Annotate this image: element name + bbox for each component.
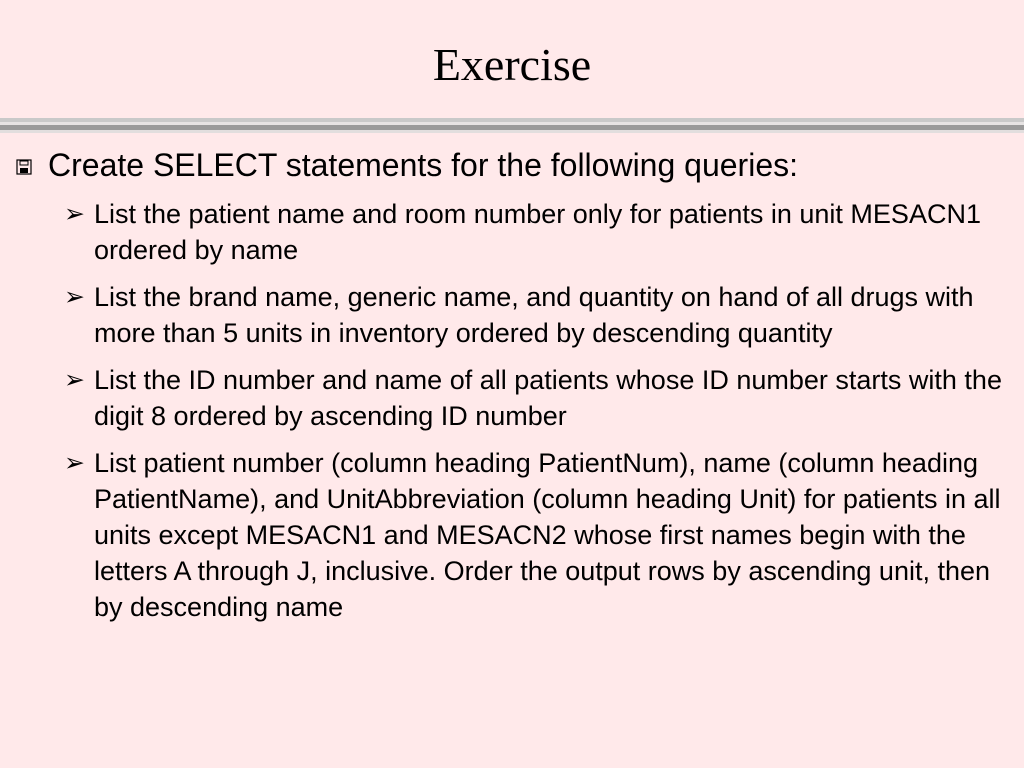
title-divider: [0, 118, 1024, 136]
arrow-bullet-icon: ➢: [64, 366, 85, 394]
list-item-text: List the ID number and name of all patients whose ID number starts with the digit 8 ordered by ascending ID number: [94, 365, 1002, 431]
sub-bullet-list: [64, 196, 1009, 636]
list-item: [64, 362, 1009, 434]
list-item-text: List patient number (column heading PatientNum), name (column heading PatientName), and UnitAbbreviation (column heading Unit) for patients in all units except MESACN1 and MESACN2 whose first names begin with the letters A through J, inclusive. Order the output rows by ascending unit, then by descending name: [94, 448, 1001, 622]
arrow-bullet-icon: ➢: [64, 283, 85, 311]
main-bullet: [12, 146, 1012, 184]
list-item-text: List the brand name, generic name, and quantity on hand of all drugs with more than 5 units in inventory ordered by descending quantity: [94, 282, 974, 348]
main-bullet-text: Create SELECT statements for the following queries:: [48, 147, 798, 183]
slide-title: Exercise: [432, 39, 592, 90]
list-item: [64, 445, 1009, 625]
list-item-text: List the patient name and room number only for patients in unit MESACN1 ordered by name: [94, 199, 981, 265]
disk-bullet-icon: [12, 146, 48, 180]
list-item: [64, 279, 1009, 351]
list-item: [64, 196, 1009, 268]
arrow-bullet-icon: ➢: [64, 449, 85, 477]
arrow-bullet-icon: ➢: [64, 200, 85, 228]
